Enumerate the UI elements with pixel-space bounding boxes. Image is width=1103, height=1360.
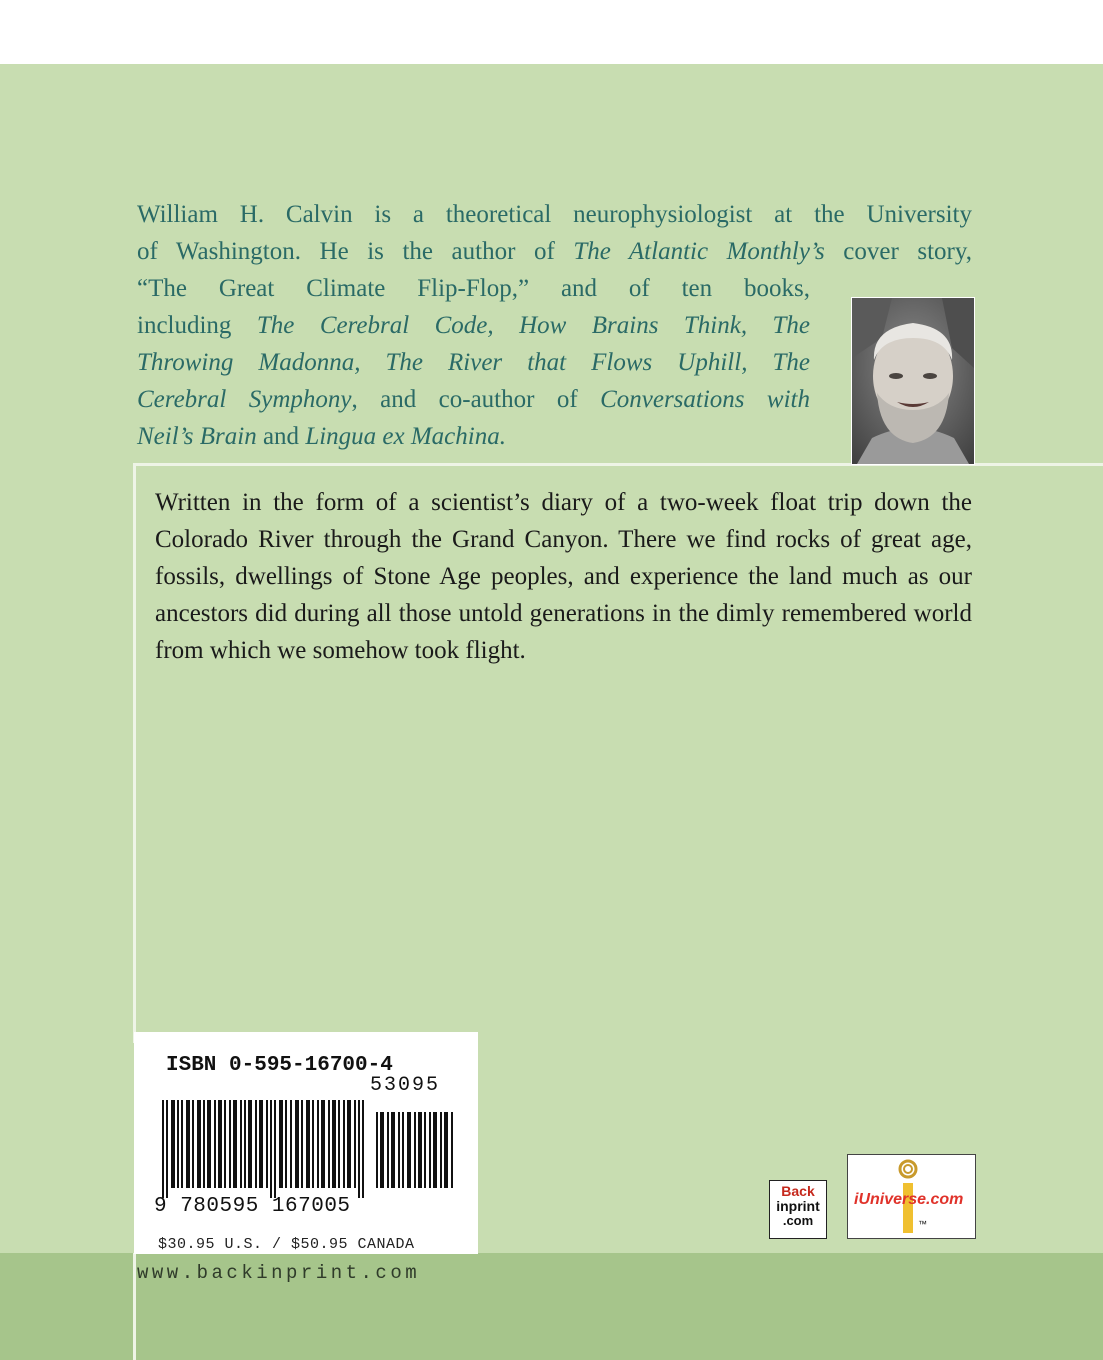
book-description: Written in the form of a scientist’s diary of a two-week float trip down the Colorado River through the Grand Canyon. There we find rocks of great age, fossils, dwellings of Stone Age peoples, and experience the land much as our ancestors did during all those untold generations in the dimly remembered world from which we somehow took flight. — [155, 489, 972, 664]
bio-narrow — [137, 270, 810, 455]
barcode-box — [134, 1032, 478, 1254]
bio-line: William H. Calvin is a theoretical neurophysiologist at the University — [137, 201, 972, 228]
price-code: 53095 — [370, 1074, 441, 1097]
bio-line: of Washington. He is the author of The Atlantic Monthly’s cover story, — [137, 238, 972, 265]
bio-line: “The Great Climate Flip-Flop,” and of ten books, — [137, 275, 810, 302]
bio-line: Neil’s Brain and Lingua ex Machina. — [137, 423, 506, 450]
divider-vertical-bottom — [133, 1253, 136, 1360]
author-photo-image — [852, 298, 974, 464]
bio-line: Throwing Madonna, The River that Flows Uphill, The — [137, 349, 810, 376]
author-bio — [137, 196, 972, 455]
backinprint-logo: Back inprint .com — [769, 1180, 827, 1239]
trademark: ™ — [918, 1219, 927, 1229]
iuniverse-text: iUniverse.com — [854, 1191, 964, 1208]
author-photo — [851, 297, 975, 465]
isbn-text: ISBN 0-595-16700-4 — [166, 1054, 393, 1077]
barcode-digits: 9 780595 167005 — [154, 1195, 351, 1218]
website-url: www.backinprint.com — [137, 1262, 421, 1284]
divider-vertical — [133, 463, 136, 1043]
iuniverse-logo — [847, 1154, 976, 1239]
bio-line: including The Cerebral Code, How Brains Think, The — [137, 312, 811, 339]
price-text: $30.95 U.S. / $50.95 CANADA — [158, 1236, 415, 1253]
bio-line: Cerebral Symphony, and co-author of Conversations with — [137, 386, 810, 413]
barcode-bars — [162, 1100, 462, 1198]
